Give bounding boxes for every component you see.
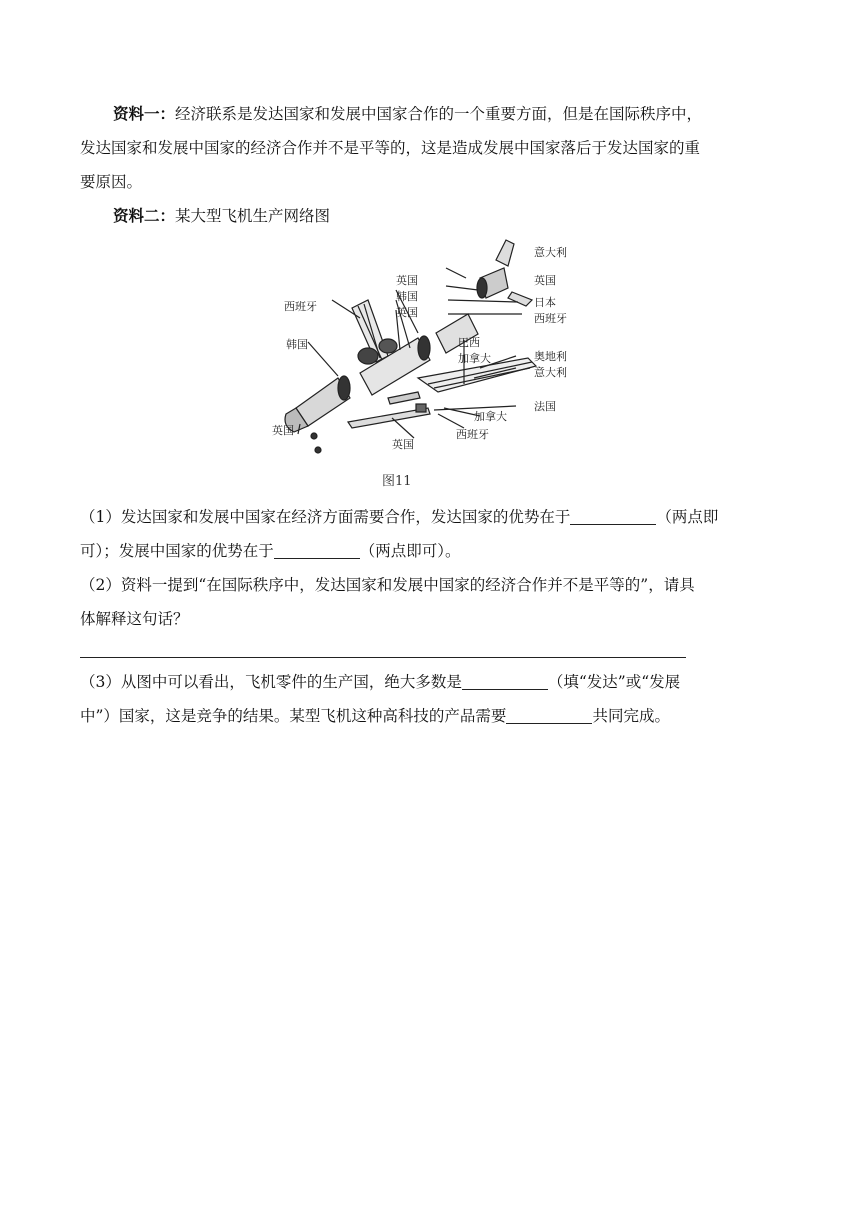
label-uk-low: 英国 [392, 438, 414, 451]
fuselage-mid-ring [418, 336, 430, 360]
question-2-line2 [80, 602, 780, 636]
label-korea-left: 韩国 [286, 338, 308, 351]
material-1-line2-row [80, 131, 780, 165]
label-italy-mid: 意大利 [534, 366, 567, 379]
answer-blank-4[interactable] [506, 707, 592, 724]
label-japan: 日本 [534, 296, 556, 309]
tail-ring [477, 278, 487, 298]
material-2-paragraph [80, 199, 780, 233]
question-3-line1 [80, 665, 780, 699]
question-3-text-a: （3）从图中可以看出，飞机零件的生产国，绝大多数是 [80, 673, 462, 691]
material-2-text: 某大型飞机生产网络图 [175, 207, 331, 225]
material-1-line1: 经济联系是发达国家和发展中国家合作的一个重要方面，但是在国际秩序中， [175, 105, 703, 123]
label-uk-right: 英国 [534, 274, 556, 287]
answer-line-q2[interactable] [80, 657, 686, 658]
label-canada-mid: 加拿大 [458, 352, 491, 365]
landing-gear-part [416, 404, 426, 412]
label-italy-top: 意大利 [534, 246, 567, 259]
engine-2 [379, 339, 397, 353]
horizontal-stabilizer [508, 292, 532, 306]
question-3-text-c: 中”）国家，这是竞争的结果。某型飞机这种高科技的产品需要 [80, 707, 507, 725]
label-spain-low: 西班牙 [456, 428, 489, 441]
question-3-text-b: （填“发达”或“发展 [547, 673, 681, 691]
question-1-line1 [80, 500, 780, 534]
material-1-line2: 发达国家和发展中国家的经济合作并不是平等的，这是造成发展中国家落后于发达国家的重 [80, 139, 701, 157]
material-1-paragraph [80, 97, 780, 131]
label-uk-mid1: 英国 [396, 274, 418, 287]
question-1-text-c: 可）；发展中国家的优势在于 [80, 542, 274, 560]
aircraft-production-figure [268, 238, 588, 490]
question-1-line2 [80, 534, 780, 568]
fuselage-front-ring [338, 376, 350, 400]
label-brazil: 巴西 [458, 336, 480, 349]
question-2-text-1: （2）资料一提到“在国际秩序中，发达国家和发展中国家的经济合作并不是平等的”，请具 [80, 576, 695, 594]
material-2-label: 资料二： [113, 206, 176, 225]
answer-blank-1[interactable] [570, 508, 656, 525]
label-spain-left: 西班牙 [284, 300, 317, 313]
label-uk-left: 英国 [272, 424, 294, 437]
flap-piece-2 [388, 392, 420, 404]
vertical-stabilizer [496, 240, 514, 266]
label-france: 法国 [534, 400, 556, 413]
engine-1 [358, 348, 378, 364]
material-1-line3-row [80, 165, 780, 199]
label-austria: 奥地利 [534, 350, 567, 363]
material-1-line3: 要原因。 [80, 173, 143, 191]
question-1-text-d: （两点即可）。 [359, 542, 461, 560]
question-1-text-a: （1）发达国家和发展中国家在经济方面需要合作，发达国家的优势在于 [80, 508, 571, 526]
answer-blank-3[interactable] [462, 673, 548, 690]
question-3-text-d: 共同完成。 [592, 707, 670, 725]
question-1-text-b: （两点即 [656, 508, 719, 526]
question-2-text-2: 体解释这句话？ [80, 610, 189, 628]
label-spain-right: 西班牙 [534, 312, 567, 325]
answer-blank-2[interactable] [274, 542, 360, 559]
label-uk-mid2: 英国 [396, 306, 418, 319]
question-2-line1 [80, 568, 780, 602]
material-1-label: 资料一： [113, 104, 176, 123]
question-3-line2 [80, 699, 780, 733]
label-korea-mid: 韩国 [396, 290, 418, 303]
figure-caption: 图11 [382, 474, 412, 489]
label-canada-low: 加拿大 [474, 410, 507, 423]
